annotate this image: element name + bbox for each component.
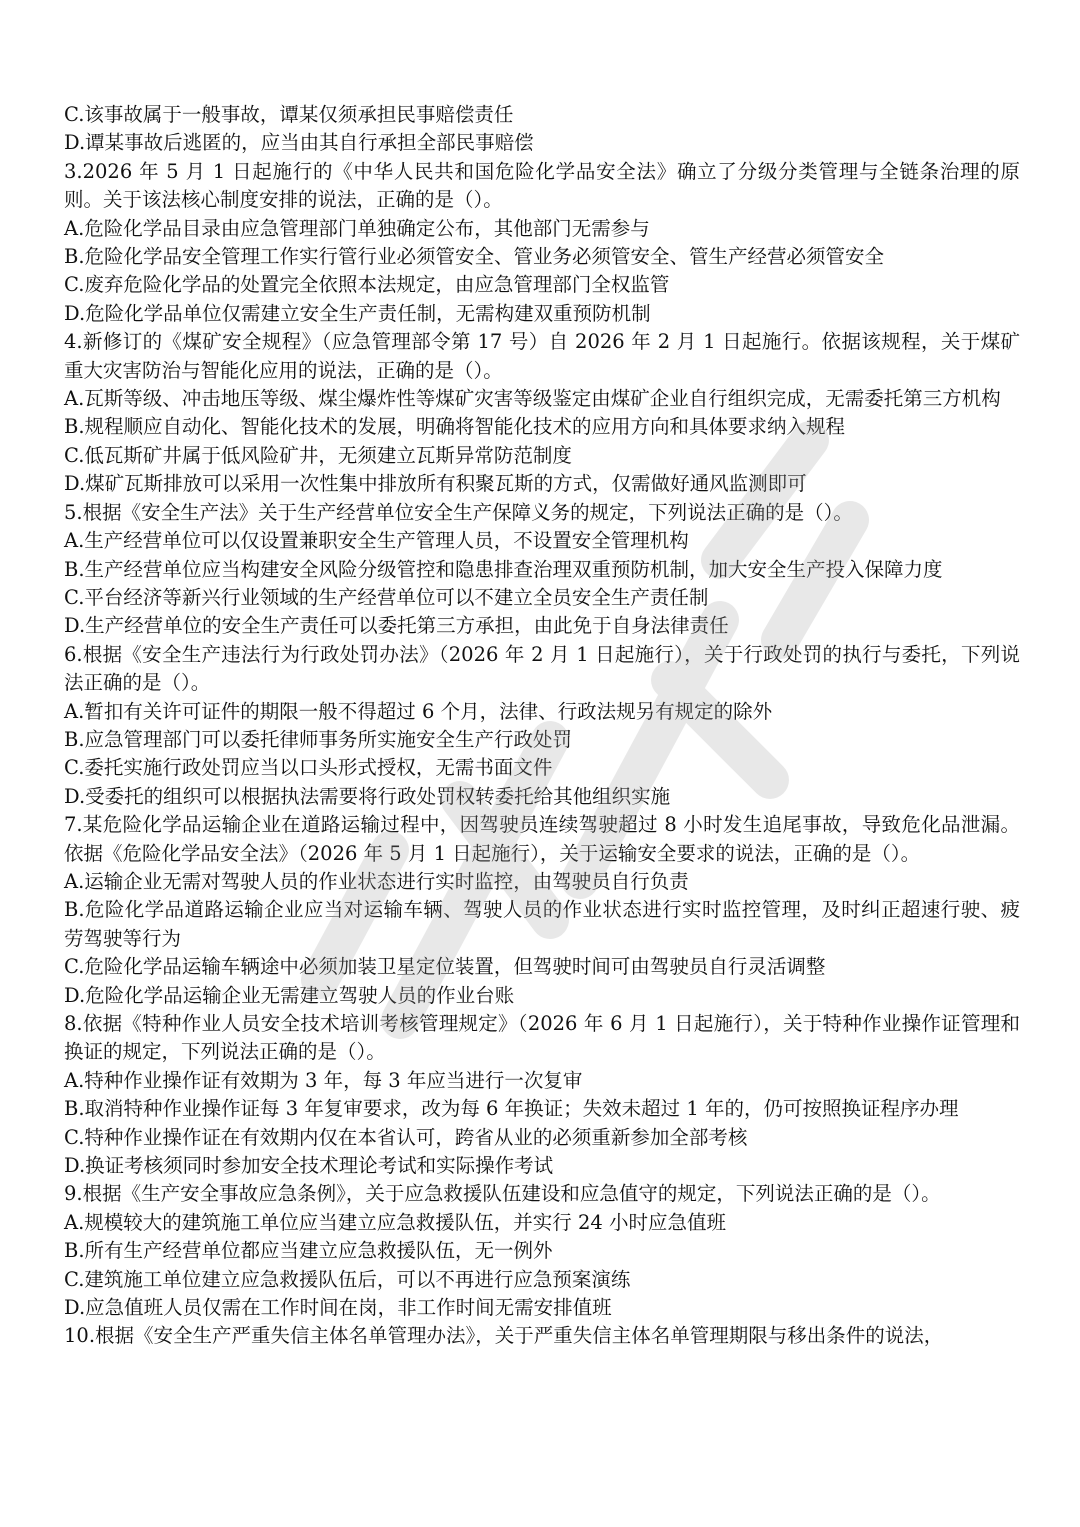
option-line: C.特种作业操作证在有效期内仅在本省认可，跨省从业的必须重新参加全部考核 — [64, 1125, 748, 1149]
question-6-stem: 6.根据《安全生产违法行为行政处罚办法》（2026 年 2 月 1 日起施行），关于行政处罚的执行与委托，下列说法正确的是（）。 — [64, 642, 1020, 695]
option-line: D.应急值班人员仅需在工作时间在岗，非工作时间无需安排值班 — [64, 1296, 612, 1320]
option-line: A.暂扣有关许可证件的期限一般不得超过 6 个月，法律、行政法规另有规定的除外 — [64, 699, 773, 723]
option-line: C.平台经济等新兴行业领域的生产经营单位可以不建立全员安全生产责任制 — [64, 585, 709, 609]
option-line: B.规程顺应自动化、智能化技术的发展，明确将智能化技术的应用方向和具体要求纳入规程 — [64, 415, 846, 439]
option-line: A.运输企业无需对驾驶人员的作业状态进行实时监控，由驾驶员自行负责 — [64, 869, 689, 893]
option-line: A.规模较大的建筑施工单位应当建立应急救援队伍，并实行 24 小时应急值班 — [64, 1210, 726, 1234]
option-line: A.特种作业操作证有效期为 3 年，每 3 年应当进行一次复审 — [64, 1068, 583, 1092]
option-line: B.取消特种作业操作证每 3 年复审要求，改为每 6 年换证；失效未超过 1 年的，仍可按照换证程序办理 — [64, 1097, 959, 1121]
option-line: C.建筑施工单位建立应急救援队伍后，可以不再进行应急预案演练 — [64, 1267, 631, 1291]
option-line: C.低瓦斯矿井属于低风险矿井，无须建立瓦斯异常防范制度 — [64, 443, 572, 467]
option-line: B.应急管理部门可以委托律师事务所实施安全生产行政处罚 — [64, 727, 573, 751]
question-5-stem: 5.根据《安全生产法》关于生产经营单位安全生产保障义务的规定，下列说法正确的是（）。 — [64, 500, 853, 524]
option-line: D.受委托的组织可以根据执法需要将行政处罚权转委托给其他组织实施 — [64, 784, 671, 808]
option-line: C.危险化学品运输车辆途中必须加装卫星定位装置，但驾驶时间可由驾驶员自行灵活调整 — [64, 955, 826, 979]
question-10-stem: 10.根据《安全生产严重失信主体名单管理办法》，关于严重失信主体名单管理期限与移出条件的说法， — [64, 1324, 944, 1348]
option-line: A.危险化学品目录由应急管理部门单独确定公布，其他部门无需参与 — [64, 216, 650, 240]
option-line: A.瓦斯等级、冲击地压等级、煤尘爆炸性等煤矿灾害等级鉴定由煤矿企业自行组织完成，无需委托第三方机构 — [64, 387, 1001, 411]
document-page — [64, 101, 1020, 1351]
option-line: C.废弃危险化学品的处置完全依照本法规定，由应急管理部门全权监管 — [64, 273, 670, 297]
option-line: D.危险化学品运输企业无需建立驾驶人员的作业台账 — [64, 983, 515, 1007]
option-line: C.委托实施行政处罚应当以口头形式授权，无需书面文件 — [64, 756, 553, 780]
option-line: D.换证考核须同时参加安全技术理论考试和实际操作考试 — [64, 1154, 554, 1178]
text-line: D.谭某事故后逃匿的，应当由其自行承担全部民事赔偿 — [64, 131, 534, 155]
option-line: B.危险化学品道路运输企业应当对运输车辆、驾驶人员的作业状态进行实时监控管理，及时纠正超速行驶、疲劳驾驶等行为 — [64, 898, 1020, 950]
question-8-stem: 8.依据《特种作业人员安全技术培训考核管理规定》（2026 年 6 月 1 日起施行），关于特种作业操作证管理和换证的规定，下列说法正确的是（）。 — [64, 1012, 1020, 1064]
option-line: D.煤矿瓦斯排放可以采用一次性集中排放所有积聚瓦斯的方式，仅需做好通风监测即可 — [64, 472, 807, 496]
option-line: B.所有生产经营单位都应当建立应急救援队伍，无一例外 — [64, 1239, 553, 1263]
option-line: B.危险化学品安全管理工作实行管行业必须管安全、管业务必须管安全、管生产经营必须管安全 — [64, 245, 885, 269]
text-line: C.该事故属于一般事故，谭某仅须承担民事赔偿责任 — [64, 103, 514, 126]
question-4-stem: 4.新修订的《煤矿安全规程》（应急管理部令第 17 号）自 2026 年 2 月 1 日起施行。依据该规程，关于煤矿重大灾害防治与智能化应用的说法，正确的是（）。 — [64, 330, 1020, 382]
question-3-stem: 3.2026 年 5 月 1 日起施行的《中华人民共和国危险化学品安全法》确立了分级分类管理与全链条治理的原则。关于该法核心制度安排的说法，正确的是（）。 — [64, 159, 1020, 212]
question-7-stem: 7.某危险化学品运输企业在道路运输过程中，因驾驶员连续驾驶超过 8 小时发生追尾事故，导致危化品泄漏。依据《危险化学品安全法》（2026 年 5 月 1 日起施行），关于运输安全要求的说法，正确的是（）。 — [64, 813, 1020, 865]
option-line: A.生产经营单位可以仅设置兼职安全生产管理人员，不设置安全管理机构 — [64, 529, 689, 553]
option-line: B.生产经营单位应当构建安全风险分级管控和隐患排查治理双重预防机制，加大安全生产投入保障力度 — [64, 557, 943, 581]
option-line: D.生产经营单位的安全生产责任可以委托第三方承担，由此免于自身法律责任 — [64, 614, 729, 638]
option-line: D.危险化学品单位仅需建立安全生产责任制，无需构建双重预防机制 — [64, 301, 651, 325]
question-9-stem: 9.根据《生产安全事故应急条例》，关于应急救援队伍建设和应急值守的规定，下列说法正确的是（）。 — [64, 1182, 941, 1206]
